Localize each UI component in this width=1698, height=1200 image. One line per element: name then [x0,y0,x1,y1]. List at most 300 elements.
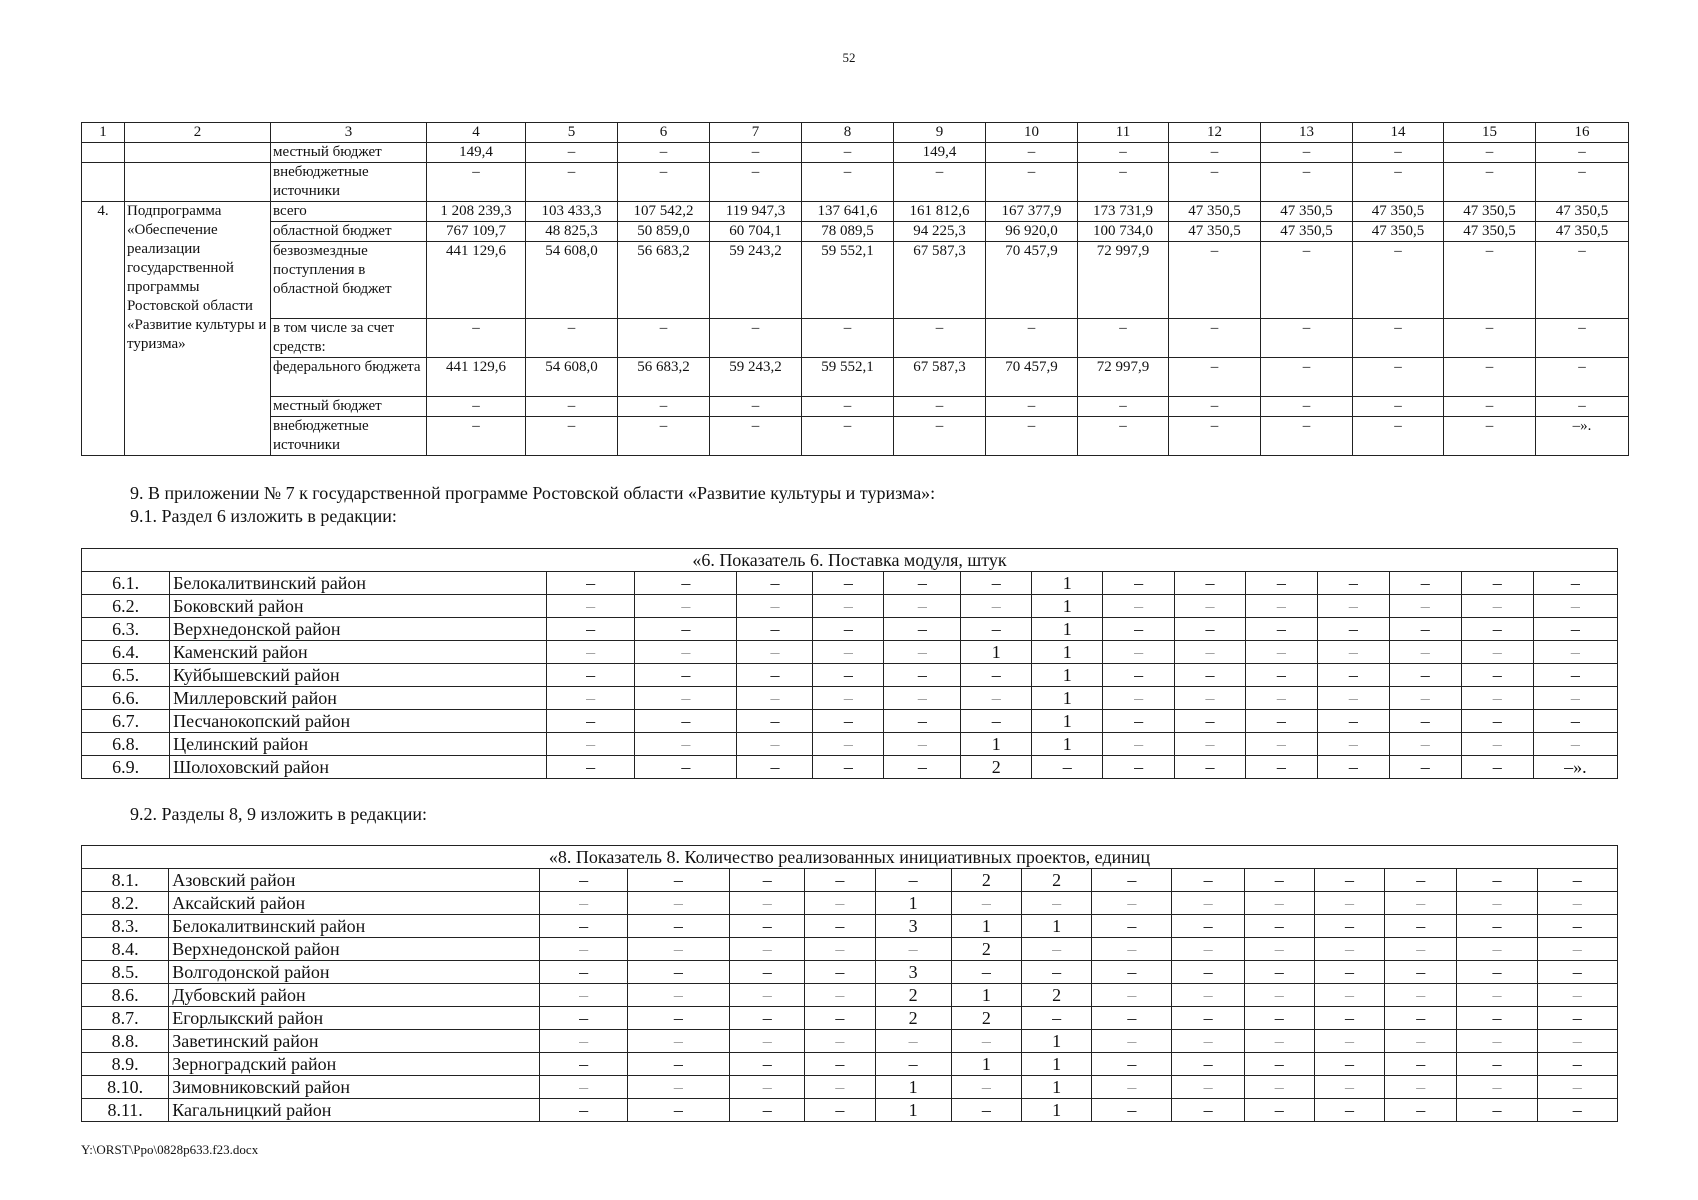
value-cell: – [1461,595,1533,618]
row-label: федерального бюджета [271,358,427,397]
value-cell: – [1261,242,1353,319]
value-cell: – [547,756,635,779]
value-cell: – [1172,1030,1244,1053]
value-cell: – [1444,358,1536,397]
district-row [82,733,1618,756]
value-cell: – [1457,1007,1537,1030]
value-cell: – [1353,417,1444,456]
file-path-footer: Y:\ORST\Ppo\0828p633.f23.docx [81,1142,259,1157]
value-cell: – [730,1030,805,1053]
value-cell: 47 350,5 [1444,222,1536,242]
value-cell: 107 542,2 [618,202,710,222]
row-label: внебюджетные источники [271,417,427,456]
district-code: 6.6. [82,687,170,710]
value-cell: – [802,143,894,163]
value-cell: – [1092,1007,1172,1030]
district-code: 8.9. [82,1053,169,1076]
value-cell: – [1175,687,1246,710]
header-cell: 8 [802,123,894,143]
value-cell: – [1172,1053,1244,1076]
value-cell: – [951,1076,1021,1099]
value-cell: – [1314,869,1384,892]
value-cell: – [547,733,635,756]
value-cell: – [635,687,737,710]
budget-row [82,222,1629,242]
value-cell: – [1353,358,1444,397]
value-cell: – [540,1053,627,1076]
district-row [82,892,1618,915]
value-cell: – [540,961,627,984]
value-cell: – [1537,1007,1617,1030]
value-cell: – [1244,869,1314,892]
value-cell: – [1021,938,1091,961]
value-cell: – [1353,143,1444,163]
value-cell: – [1169,319,1261,358]
value-cell: – [1245,595,1317,618]
value-cell: – [526,417,618,456]
value-cell: 441 129,6 [427,242,526,319]
value-cell: – [1092,1076,1172,1099]
value-cell: 47 350,5 [1444,202,1536,222]
budget-row [82,242,1629,319]
value-cell: – [737,756,813,779]
value-cell: – [1103,618,1175,641]
value-cell: – [961,664,1032,687]
value-cell: – [1461,618,1533,641]
value-cell: 1 [1032,641,1103,664]
value-cell: – [1078,163,1169,202]
header-cell: 15 [1444,123,1536,143]
value-cell: – [730,1076,805,1099]
indicator-title: «6. Показатель 6. Поставка модуля, штук [82,549,1618,572]
value-cell: – [540,1099,627,1122]
value-cell: – [894,163,986,202]
value-cell: – [1317,733,1389,756]
value-cell: 47 350,5 [1169,222,1261,242]
value-cell: – [1389,687,1461,710]
value-cell: 59 243,2 [710,242,802,319]
value-cell: – [1389,710,1461,733]
header-cell: 16 [1536,123,1629,143]
value-cell: – [1385,1076,1457,1099]
value-cell: – [1317,572,1389,595]
value-cell: – [627,1007,729,1030]
value-cell: – [884,595,961,618]
value-cell: – [730,961,805,984]
header-cell: 11 [1078,123,1169,143]
value-cell: – [730,1007,805,1030]
district-row [82,984,1618,1007]
value-cell: 100 734,0 [1078,222,1169,242]
budget-row [82,319,1629,358]
value-cell: – [1032,756,1103,779]
value-cell: 1 [875,892,951,915]
value-cell: – [737,641,813,664]
paragraph-9-1: 9.1. Раздел 6 изложить в редакции: [130,506,397,526]
value-cell: – [1169,163,1261,202]
value-cell: 1 [875,1076,951,1099]
value-cell: – [547,595,635,618]
value-cell: 2 [951,869,1021,892]
value-cell: – [802,319,894,358]
value-cell: – [1457,938,1537,961]
district-row [82,618,1618,641]
value-cell: – [737,618,813,641]
value-cell: – [1092,1030,1172,1053]
value-cell: – [1245,756,1317,779]
paragraph-9: 9. В приложении № 7 к государственной программе Ростовской области «Развитие культуры и туризма»: [130,483,936,503]
value-cell: – [805,915,875,938]
value-cell: – [526,319,618,358]
value-cell: – [1385,869,1457,892]
value-cell: – [1172,938,1244,961]
value-cell: – [635,618,737,641]
header-cell: 5 [526,123,618,143]
value-cell: – [730,915,805,938]
value-cell: – [1169,143,1261,163]
value-cell: – [1103,756,1175,779]
value-cell: – [1169,397,1261,417]
value-cell: – [1457,1099,1537,1122]
value-cell: – [1021,1007,1091,1030]
value-cell: 78 089,5 [802,222,894,242]
value-cell: – [1457,961,1537,984]
district-code: 8.6. [82,984,169,1007]
value-cell: 47 350,5 [1353,222,1444,242]
value-cell: – [1389,618,1461,641]
value-cell: – [737,710,813,733]
value-cell: 1 [1021,1076,1091,1099]
indicator-title: «8. Показатель 8. Количество реализованных инициативных проектов, единиц [82,846,1618,869]
row-label: местный бюджет [271,397,427,417]
value-cell: – [813,572,884,595]
district-code: 6.5. [82,664,170,687]
value-cell: 54 608,0 [526,242,618,319]
value-cell: – [540,938,627,961]
district-code: 8.5. [82,961,169,984]
value-cell: 56 683,2 [618,242,710,319]
header-cell: 14 [1353,123,1444,143]
value-cell: – [618,319,710,358]
district-row [82,710,1618,733]
value-cell: – [737,664,813,687]
value-cell: – [986,319,1078,358]
value-cell: – [1245,572,1317,595]
value-cell: – [1444,319,1536,358]
value-cell: 1 [1021,1030,1091,1053]
value-cell: – [618,417,710,456]
value-cell: – [1244,1007,1314,1030]
value-cell: – [526,163,618,202]
value-cell: – [1353,319,1444,358]
district-code: 8.2. [82,892,169,915]
district-row [82,572,1618,595]
district-code: 8.7. [82,1007,169,1030]
value-cell: 54 608,0 [526,358,618,397]
value-cell: – [961,572,1032,595]
value-cell: – [1353,242,1444,319]
value-cell: – [1536,319,1629,358]
value-cell: – [547,710,635,733]
value-cell: – [805,1099,875,1122]
value-cell: – [1169,417,1261,456]
value-cell: – [1389,572,1461,595]
value-cell: – [805,1030,875,1053]
value-cell: – [1444,417,1536,456]
district-name: Верхнедонской район [169,938,540,961]
value-cell: – [805,938,875,961]
district-row [82,961,1618,984]
district-name: Белокалитвинский район [170,572,547,595]
value-cell: – [627,1053,729,1076]
value-cell: – [1103,595,1175,618]
value-cell: 47 350,5 [1261,202,1353,222]
value-cell: – [427,163,526,202]
value-cell: – [805,1076,875,1099]
value-cell: – [1537,892,1617,915]
value-cell: 1 [951,984,1021,1007]
value-cell: 1 [1032,618,1103,641]
program-name: Подпрограмма «Обеспечение реализации государственной программы Ростовской области «Развитие культуры и туризма» [125,202,271,456]
value-cell: – [1537,984,1617,1007]
value-cell: 1 [1032,664,1103,687]
value-cell: – [627,915,729,938]
value-cell: – [1317,664,1389,687]
value-cell: 47 350,5 [1536,202,1629,222]
value-cell: – [635,710,737,733]
value-cell: – [627,984,729,1007]
indicator-6-table [81,548,1618,779]
value-cell: – [1389,733,1461,756]
value-cell: – [1245,641,1317,664]
value-cell: – [1533,618,1617,641]
value-cell: – [894,319,986,358]
value-cell: – [1261,163,1353,202]
value-cell: 161 812,6 [894,202,986,222]
value-cell: – [635,664,737,687]
district-row [82,938,1618,961]
value-cell: – [1444,397,1536,417]
value-cell: – [1314,1076,1384,1099]
value-cell: – [627,1030,729,1053]
value-cell: – [1175,641,1246,664]
value-cell: – [813,756,884,779]
value-cell: – [540,1030,627,1053]
value-cell: – [618,143,710,163]
value-cell: – [635,733,737,756]
value-cell: 173 731,9 [1078,202,1169,222]
value-cell: – [1353,397,1444,417]
value-cell: – [802,163,894,202]
value-cell: – [1092,938,1172,961]
value-cell: 47 350,5 [1261,222,1353,242]
value-cell: – [1172,869,1244,892]
value-cell: 56 683,2 [618,358,710,397]
value-cell: – [1261,397,1353,417]
value-cell: – [986,143,1078,163]
value-cell: – [802,397,894,417]
district-code: 6.2. [82,595,170,618]
value-cell: 60 704,1 [710,222,802,242]
value-cell: – [1175,618,1246,641]
district-row [82,1076,1618,1099]
value-cell: – [1314,915,1384,938]
value-cell: 47 350,5 [1353,202,1444,222]
value-cell: – [1078,143,1169,163]
value-cell: 70 457,9 [986,242,1078,319]
value-cell: – [875,869,951,892]
row-label: в том числе за счет средств: [271,319,427,358]
value-cell: – [540,984,627,1007]
value-cell: – [961,618,1032,641]
value-cell: – [1385,892,1457,915]
value-cell: – [1444,143,1536,163]
value-cell: – [1314,1030,1384,1053]
header-cell: 7 [710,123,802,143]
value-cell: – [1103,572,1175,595]
value-cell: – [1536,163,1629,202]
value-cell: – [813,641,884,664]
value-cell: – [884,664,961,687]
value-cell: 1 [961,733,1032,756]
budget-row [82,397,1629,417]
value-cell: – [1317,687,1389,710]
value-cell: – [1244,1053,1314,1076]
value-cell: – [884,687,961,710]
value-cell: – [737,572,813,595]
header-row [82,123,1629,143]
value-cell: – [1245,618,1317,641]
value-cell: – [1261,319,1353,358]
value-cell: – [1533,687,1617,710]
value-cell: 149,4 [427,143,526,163]
value-cell: – [1261,417,1353,456]
district-code: 6.9. [82,756,170,779]
value-cell: 2 [951,1007,1021,1030]
district-name: Аксайский район [169,892,540,915]
value-cell: – [635,641,737,664]
value-cell: 50 859,0 [618,222,710,242]
value-cell: 1 [1032,595,1103,618]
empty-cell [82,163,125,202]
header-cell: 4 [427,123,526,143]
value-cell: – [730,938,805,961]
value-cell: – [884,641,961,664]
value-cell: – [1314,1053,1384,1076]
budget-row [82,163,1629,202]
value-cell: – [884,618,961,641]
value-cell: – [627,938,729,961]
value-cell: – [1389,641,1461,664]
value-cell: 2 [875,984,951,1007]
value-cell: – [635,572,737,595]
value-cell: – [1385,1007,1457,1030]
value-cell: 59 552,1 [802,242,894,319]
value-cell: – [1461,572,1533,595]
value-cell: – [961,687,1032,710]
budget-row [82,202,1629,222]
value-cell: – [1172,1099,1244,1122]
value-cell: – [1021,961,1091,984]
value-cell: 2 [951,938,1021,961]
value-cell: – [1103,710,1175,733]
value-cell: – [951,892,1021,915]
value-cell: – [1457,984,1537,1007]
value-cell: – [540,892,627,915]
value-cell: – [1385,984,1457,1007]
value-cell: – [1314,938,1384,961]
value-cell: – [1175,664,1246,687]
district-name: Каменский район [170,641,547,664]
value-cell: – [894,417,986,456]
row-label: местный бюджет [271,143,427,163]
budget-row [82,417,1629,456]
value-cell: – [526,143,618,163]
value-cell: – [526,397,618,417]
value-cell: 59 552,1 [802,358,894,397]
value-cell: – [1175,710,1246,733]
district-row [82,869,1618,892]
value-cell: 137 641,6 [802,202,894,222]
value-cell: – [1533,710,1617,733]
value-cell: – [1245,687,1317,710]
value-cell: – [1244,984,1314,1007]
header-cell: 6 [618,123,710,143]
value-cell: – [1385,915,1457,938]
value-cell: – [1537,961,1617,984]
value-cell: – [1537,869,1617,892]
value-cell: 1 [1021,1099,1091,1122]
district-name: Миллеровский район [170,687,547,710]
value-cell: – [1244,961,1314,984]
value-cell: – [1021,892,1091,915]
value-cell: – [547,572,635,595]
header-cell: 9 [894,123,986,143]
value-cell: – [875,1053,951,1076]
value-cell: – [884,756,961,779]
value-cell: 1 [951,915,1021,938]
value-cell: – [1103,664,1175,687]
value-cell: – [986,417,1078,456]
value-cell: 167 377,9 [986,202,1078,222]
value-cell: – [737,595,813,618]
value-cell: 2 [875,1007,951,1030]
value-cell: – [1244,892,1314,915]
value-cell: – [1461,687,1533,710]
value-cell: – [1245,733,1317,756]
empty-cell [82,143,125,163]
value-cell: – [1533,664,1617,687]
value-cell: – [635,595,737,618]
row-label: безвозмездные поступления в областной бюджет [271,242,427,319]
value-cell: 70 457,9 [986,358,1078,397]
district-row [82,1030,1618,1053]
district-row [82,641,1618,664]
value-cell: – [427,397,526,417]
value-cell: 1 [875,1099,951,1122]
value-cell: – [986,163,1078,202]
value-cell: – [1172,961,1244,984]
value-cell: 1 [1032,710,1103,733]
value-cell: 767 109,7 [427,222,526,242]
value-cell: – [1317,710,1389,733]
value-cell: – [1092,961,1172,984]
district-code: 8.4. [82,938,169,961]
value-cell: 48 825,3 [526,222,618,242]
budget-row [82,143,1629,163]
value-cell: – [1444,242,1536,319]
value-cell: – [1385,1099,1457,1122]
